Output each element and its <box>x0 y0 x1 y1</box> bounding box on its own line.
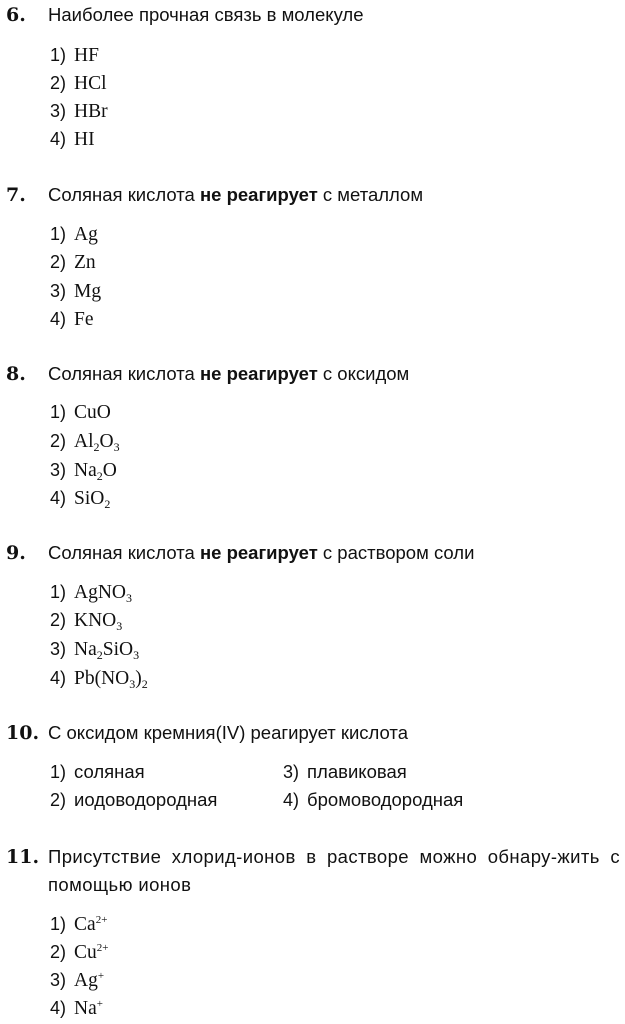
option <box>50 580 132 605</box>
option <box>50 940 109 965</box>
formula-subscript: 3 <box>133 648 140 662</box>
option <box>50 486 110 511</box>
option <box>50 400 111 425</box>
question-text-start: Соляная кислота <box>48 363 200 384</box>
option-number: 3) <box>50 101 67 121</box>
formula-symbol: Pb(NO <box>74 668 130 689</box>
option-text: соляная <box>74 761 145 782</box>
option-formula <box>74 73 107 94</box>
formula-symbol: AgNO <box>74 582 127 603</box>
option-formula <box>74 252 96 273</box>
formula-symbol: SiO <box>74 488 105 509</box>
option-formula <box>74 281 101 302</box>
question-text: Присутствие хлорид-ионов в растворе можно обнару-жить с помощью ионов <box>48 846 620 895</box>
formula-symbol: CuO <box>74 402 111 423</box>
option-formula <box>74 309 94 330</box>
question-number: 11. <box>6 846 40 868</box>
option-formula <box>74 668 148 689</box>
option <box>283 788 463 812</box>
option <box>50 127 95 152</box>
question-text-emphasis: не реагирует <box>199 184 318 205</box>
formula-symbol: HCl <box>74 73 107 94</box>
option-number: 1) <box>50 45 67 65</box>
formula-symbol: Cu <box>74 942 97 963</box>
question-text: Наиболее прочная связь в молекуле <box>48 4 364 25</box>
formula-subscript: 3 <box>116 619 123 633</box>
option-formula <box>74 942 108 963</box>
option <box>50 608 122 633</box>
formula-symbol: Na <box>74 460 97 481</box>
question-number: 8. <box>6 363 26 385</box>
question-number: 6. <box>6 4 26 26</box>
formula-superscript: 2+ <box>95 914 108 926</box>
option-formula <box>74 639 139 660</box>
option-number: 4) <box>50 668 67 688</box>
option-number: 3) <box>50 639 67 659</box>
option <box>50 968 104 993</box>
question-text: С оксидом кремния(IV) реагирует кислота <box>48 722 408 743</box>
formula-symbol: ) <box>135 668 142 689</box>
formula-superscript: + <box>96 998 103 1010</box>
option <box>50 43 99 68</box>
option-number: 2) <box>50 431 67 451</box>
option <box>50 637 139 662</box>
question-text <box>48 362 409 386</box>
formula-symbol: Ag <box>74 970 98 991</box>
formula-symbol: Na <box>74 998 97 1019</box>
question-text-start: Соляная кислота <box>48 184 200 205</box>
option-number: 1) <box>50 402 67 422</box>
option-formula <box>74 431 120 452</box>
option-number: 4) <box>50 998 67 1018</box>
formula-symbol: Al <box>74 431 94 452</box>
option-number: 4) <box>283 790 300 810</box>
option-number: 3) <box>50 281 67 301</box>
option-formula <box>74 582 132 603</box>
option <box>50 912 107 937</box>
option-number: 4) <box>50 129 67 149</box>
option <box>50 429 120 454</box>
question-text-end: с оксидом <box>317 363 410 384</box>
option <box>50 222 98 247</box>
option-formula <box>74 610 122 631</box>
formula-subscript: 2 <box>141 677 148 691</box>
option-number: 2) <box>50 252 67 272</box>
option-text: бромоводородная <box>307 789 464 810</box>
formula-subscript: 2 <box>93 440 100 454</box>
option-formula <box>74 101 108 122</box>
question-text-end: с металлом <box>317 184 424 205</box>
question-number: 10. <box>6 722 40 744</box>
formula-symbol: Zn <box>74 252 96 273</box>
option <box>50 279 101 304</box>
option <box>50 99 108 124</box>
formula-subscript: 3 <box>129 677 136 691</box>
option-number: 1) <box>50 762 67 782</box>
question-text <box>48 541 474 565</box>
question-number: 9. <box>6 542 26 564</box>
formula-subscript: 2 <box>96 648 103 662</box>
option-number: 1) <box>50 914 67 934</box>
option-number: 2) <box>50 942 67 962</box>
question-text-emphasis: не реагирует <box>199 542 318 563</box>
formula-symbol: Na <box>74 639 97 660</box>
option <box>50 307 94 332</box>
option-number: 4) <box>50 309 67 329</box>
formula-superscript: + <box>97 970 105 982</box>
question-text-emphasis: не реагирует <box>199 363 318 384</box>
option-number: 2) <box>50 73 67 93</box>
formula-symbol: Ca <box>74 914 96 935</box>
formula-symbol: KNO <box>74 610 117 631</box>
option-formula <box>74 970 104 991</box>
formula-subscript: 3 <box>126 591 133 605</box>
option-formula <box>74 488 110 509</box>
option <box>50 71 107 96</box>
formula-subscript: 3 <box>113 440 120 454</box>
option-number: 3) <box>283 762 300 782</box>
formula-symbol: HBr <box>74 101 108 122</box>
formula-symbol: HI <box>74 129 95 150</box>
formula-symbol: Fe <box>74 309 94 330</box>
option-formula <box>74 460 117 481</box>
option-formula <box>74 402 111 423</box>
option-number: 2) <box>50 610 67 630</box>
option-text: иодоводородная <box>74 789 218 810</box>
option <box>50 458 117 483</box>
option <box>50 250 96 275</box>
option-number: 1) <box>50 224 67 244</box>
option-formula <box>74 998 103 1019</box>
formula-superscript: 2+ <box>96 942 109 954</box>
question-text <box>48 183 423 207</box>
option-formula <box>74 45 99 66</box>
option-number: 1) <box>50 582 67 602</box>
question-number: 7. <box>6 184 26 206</box>
formula-symbol: HF <box>74 45 99 66</box>
formula-symbol: SiO <box>102 639 134 660</box>
option-number: 2) <box>50 790 67 810</box>
option-number: 4) <box>50 488 67 508</box>
option-formula <box>74 914 107 935</box>
formula-symbol: Mg <box>74 281 102 302</box>
question-text-start: Соляная кислота <box>48 542 200 563</box>
formula-symbol: O <box>99 431 114 452</box>
option <box>50 788 217 812</box>
formula-subscript: 2 <box>104 497 111 511</box>
option-number: 3) <box>50 460 67 480</box>
option-formula <box>74 224 98 245</box>
formula-subscript: 2 <box>96 469 103 483</box>
option-text: плавиковая <box>307 761 407 782</box>
option <box>50 996 103 1021</box>
option <box>50 760 145 784</box>
option-formula <box>74 129 95 150</box>
option-number: 3) <box>50 970 67 990</box>
option <box>283 760 407 784</box>
formula-symbol: O <box>102 460 117 481</box>
question-text-end: с раствором соли <box>317 542 475 563</box>
formula-symbol: Ag <box>74 224 98 245</box>
option <box>50 666 148 691</box>
